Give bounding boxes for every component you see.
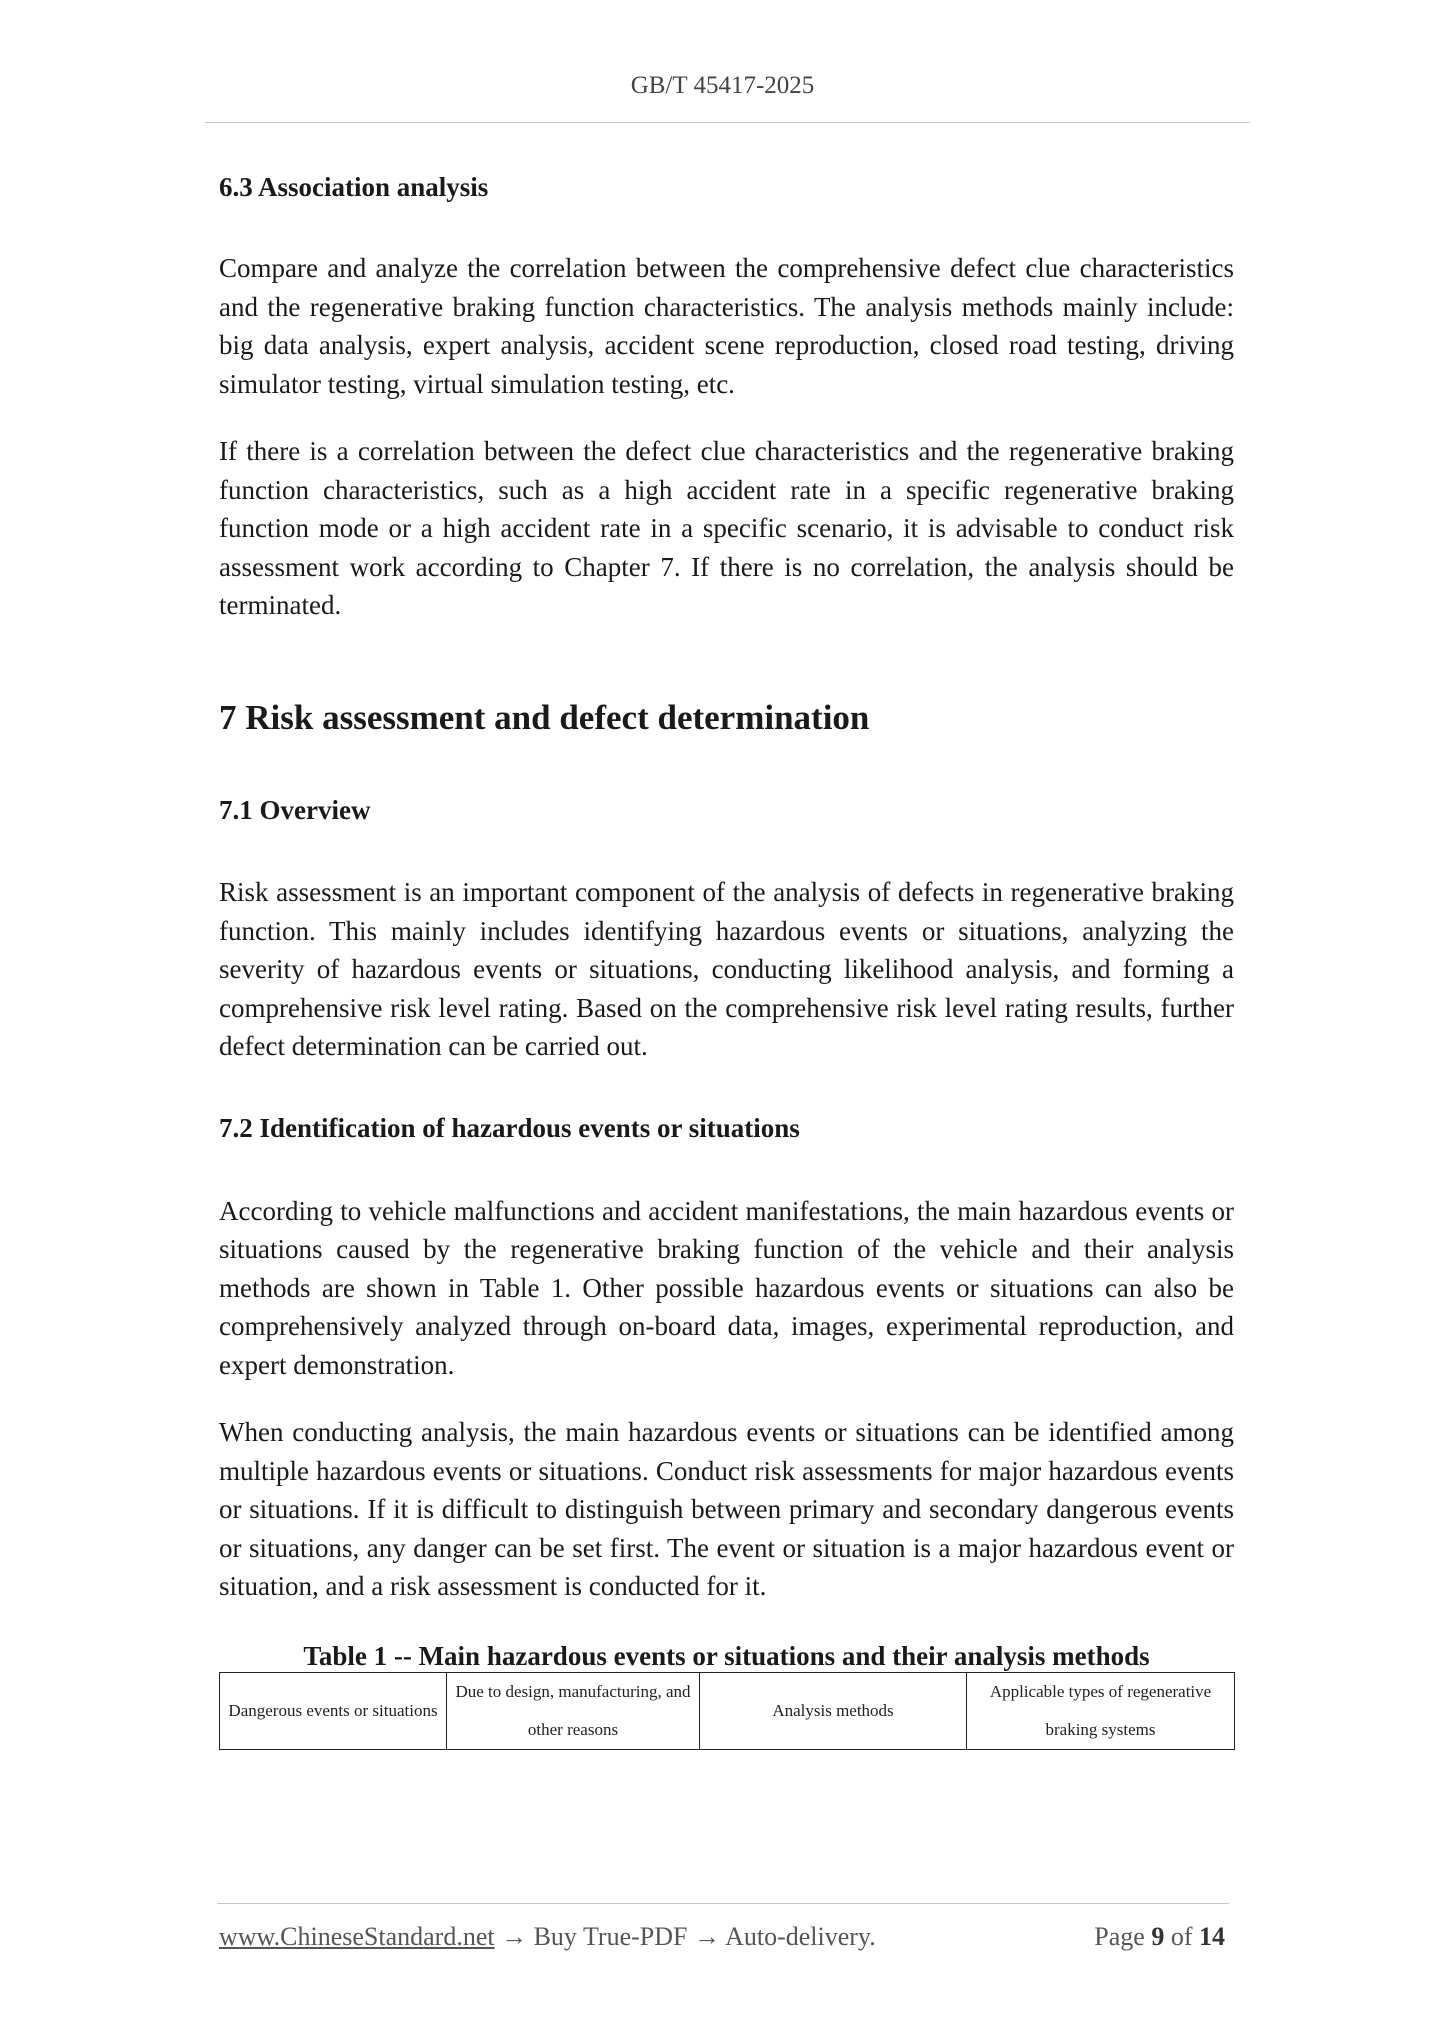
current-page-number: 9 (1151, 1922, 1165, 1951)
delivery-text: Auto-delivery. (725, 1922, 876, 1951)
table-header-cell: Analysis methods (700, 1672, 967, 1749)
arrow-right-icon: → (694, 1922, 720, 1951)
footer-divider (217, 1903, 1229, 1904)
arrow-right-icon: → (501, 1922, 528, 1951)
page-label: Page (1094, 1922, 1145, 1951)
total-pages-number: 14 (1199, 1922, 1225, 1951)
section-7-2-paragraph-1: According to vehicle malfunctions and accident manifestations, the main hazardous events or situations caused by the regenerative braking function of the vehicle and their analysis methods are shown in Table 1. Other possible hazardous events or situations can also be comprehensively analyzed through on-board data, images, experimental reproduction, and expert demonstration. (219, 1195, 1234, 1380)
section-7-1-heading: 7.1 Overview (219, 795, 371, 826)
section-6-3-heading: 6.3 Association analysis (219, 172, 489, 202)
table-header-cell: Due to design, manufacturing, and other reasons (447, 1672, 700, 1749)
section-7-1-paragraph-1: Risk assessment is an important component of the analysis of defects in regenerative braking function. This mainly includes identifying hazardous events or situations, analyzing the severity of hazardous events or situations, conducting likelihood analysis, and forming a comprehensive risk level rating. Based on the comprehensive risk level rating results, further defect determination can be carried out. (219, 877, 1234, 1062)
header-divider (205, 122, 1250, 123)
of-label: of (1170, 1922, 1193, 1951)
section-6-3-paragraph-1: Compare and analyze the correlation between the comprehensive defect clue characteristics and the regenerative braking function characteristics. The analysis methods mainly include: big data analysis, expert analysis, accident scene reproduction, closed road testing, driving simulator testing, virtual simulation testing, etc. (219, 253, 1234, 399)
section-6-3-paragraph-2: If there is a correlation between the defect clue characteristics and the regenerative braking function characteristics, such as a high accident rate in a specific regenerative braking function mode or a high accident rate in a specific scenario, it is advisable to conduct risk assessment work according to Chapter 7. If there is no correlation, the analysis should be terminated. (219, 436, 1234, 621)
section-7-2-paragraph-2: When conducting analysis, the main hazardous events or situations can be identified among multiple hazardous events or situations. Conduct risk assessments for major hazardous events or situations. If it is difficult to distinguish between primary and secondary dangerous events or situations, any danger can be set first. The event or situation is a major hazardous event or situation, and a risk assessment is conducted for it. (219, 1417, 1234, 1602)
table-header-cell: Dangerous events or situations (220, 1672, 447, 1749)
website-link[interactable]: www.ChineseStandard.net (219, 1922, 495, 1951)
document-body (219, 170, 1234, 1750)
table-header-row (220, 1672, 1235, 1749)
page-header: GB/T 45417-2025 (630, 72, 815, 99)
table-1-caption: Table 1 -- Main hazardous events or situations and their analysis methods (303, 1640, 1150, 1671)
chapter-7-heading: 7 Risk assessment and defect determination (219, 697, 870, 737)
buy-pdf-text: Buy True-PDF (533, 1922, 688, 1951)
section-7-2-heading: 7.2 Identification of hazardous events or situations (219, 1112, 800, 1143)
table-header-cell: Applicable types of regenerative braking systems (967, 1672, 1235, 1749)
page-indicator (1094, 1922, 1225, 1952)
table-1 (219, 1672, 1235, 1750)
footer-promo (219, 1922, 876, 1952)
